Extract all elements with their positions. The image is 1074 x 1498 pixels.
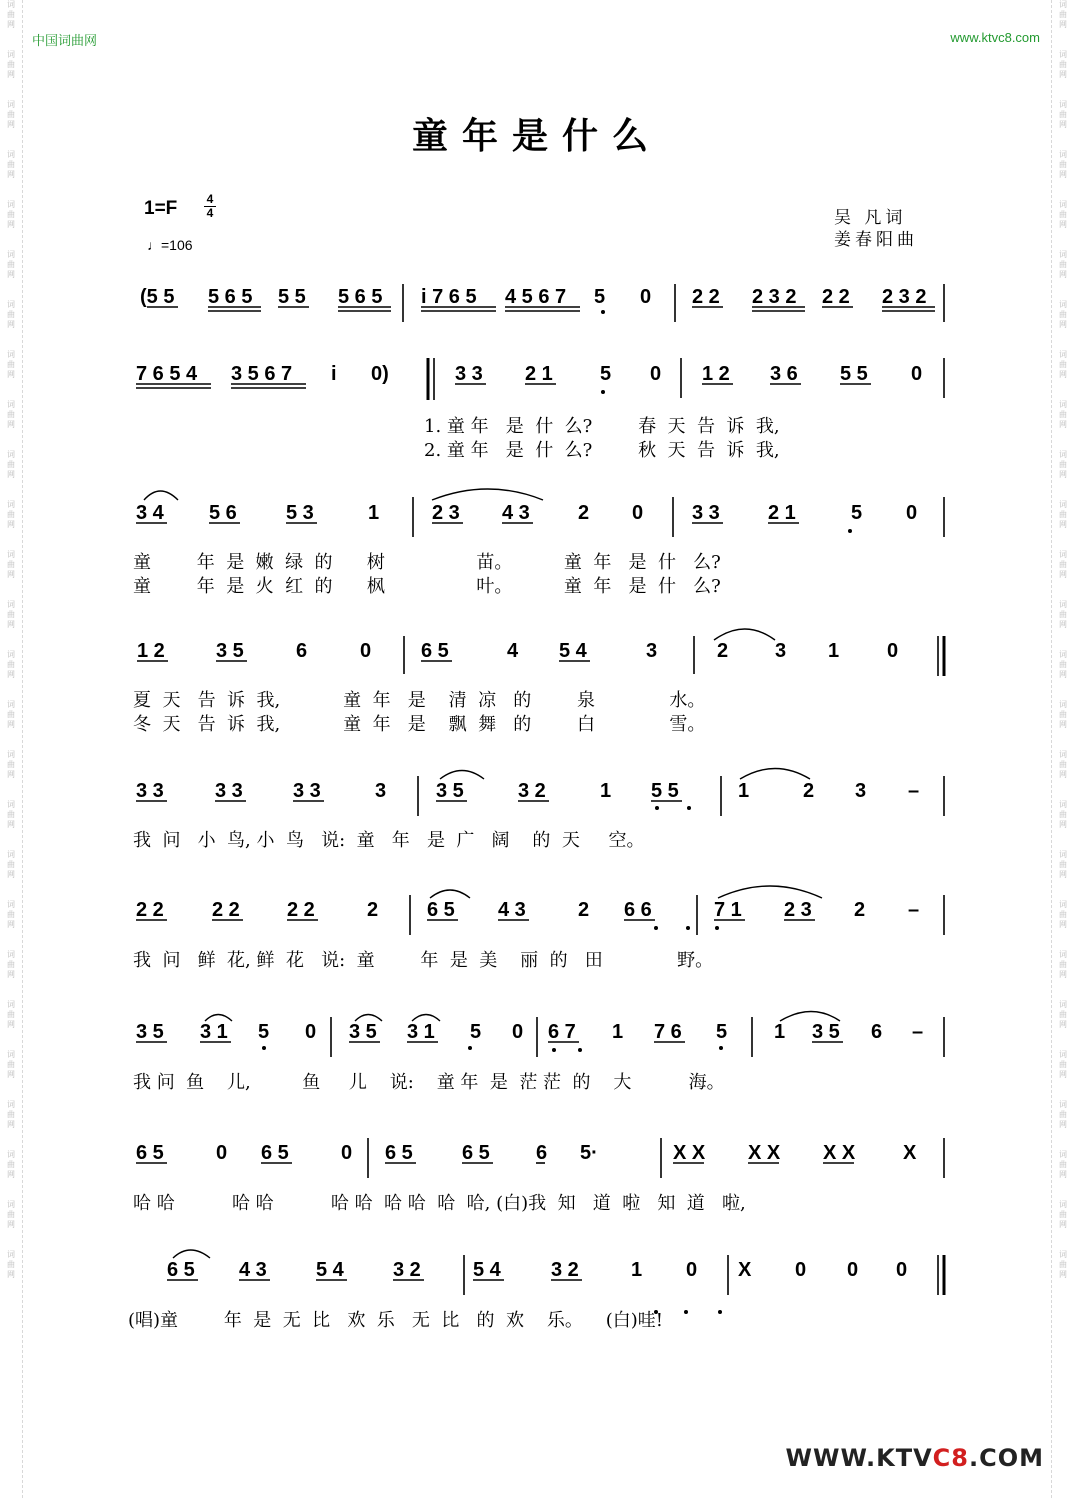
note-group: 0 [216, 1142, 228, 1164]
note-group: 3 5 [436, 780, 464, 802]
note-group: 3 3 [692, 502, 720, 524]
lyric-line: 童 年 是 嫩 绿 的 树 苗。 童 年 是 什 么? [133, 552, 721, 573]
note-group: 0 [650, 363, 662, 385]
octave-dot [552, 1048, 556, 1052]
key-signature: 1=F [144, 198, 178, 219]
site-url-label: www.ktvc8.com [950, 30, 1040, 45]
note-group: 0 [795, 1259, 807, 1281]
note-group: 3 [375, 780, 387, 802]
note-group: 2 3 2 [882, 286, 927, 308]
note-group: 3 5 [812, 1021, 840, 1043]
note-group: 6 7 [548, 1021, 576, 1043]
lyric-line: (唱)童 年 是 无 比 欢 乐 无 比 的 欢 乐。 (白)哇! [128, 1310, 664, 1331]
note-group: X [738, 1259, 752, 1281]
note-group: 2 2 [822, 286, 850, 308]
note-group: X X [748, 1142, 781, 1164]
slur [430, 890, 470, 898]
note-group: 2 [803, 780, 815, 802]
tempo-value: =106 [161, 237, 193, 253]
note-group: 2 2 [692, 286, 720, 308]
note-group: 3 5 6 7 [231, 363, 293, 385]
note-group: 6 [296, 640, 308, 662]
note-group: 3 2 [551, 1259, 579, 1281]
slur [144, 491, 178, 500]
note-group: – [908, 899, 920, 921]
slur [440, 771, 484, 780]
note-group: 0 [887, 640, 899, 662]
note-group: 0 [847, 1259, 859, 1281]
note-group: 1 [774, 1021, 786, 1043]
octave-dot [655, 806, 659, 810]
note-group: 1 2 [137, 640, 165, 662]
octave-dot [601, 390, 605, 394]
composer-credit: 姜春阳曲 [834, 230, 918, 250]
note-group: 1 [631, 1259, 643, 1281]
time-signature-top: 4 [206, 192, 214, 206]
note-group: 6 5 [421, 640, 449, 662]
footer-logo-left: WWW.KTV [785, 1444, 933, 1472]
note-group: 3 3 [215, 780, 243, 802]
note-group: 6 5 [167, 1259, 195, 1281]
note-group: 0 [305, 1021, 317, 1043]
note-group: 5 [470, 1021, 482, 1043]
note-group: 2 [717, 640, 729, 662]
note-group: X X [823, 1142, 856, 1164]
note-group: 5 6 5 [208, 286, 253, 308]
note-group: 0) [371, 363, 389, 385]
note-group: 3 3 [293, 780, 321, 802]
note-group: 1 [612, 1021, 624, 1043]
octave-dot [848, 529, 852, 533]
note-group: 3 2 [393, 1259, 421, 1281]
note-group: 1 2 [702, 363, 730, 385]
note-group: 5 3 [286, 502, 314, 524]
note-group: 3 4 [136, 502, 164, 524]
note-group: 0 [896, 1259, 908, 1281]
time-signature-bottom: 4 [206, 206, 214, 220]
note-group: 3 [646, 640, 658, 662]
note-group: 6 5 [427, 899, 455, 921]
slur [432, 489, 543, 500]
lyric-line: 童 年 是 火 红 的 枫 叶。 童 年 是 什 么? [133, 576, 721, 597]
note-group: 4 3 [498, 899, 526, 921]
lyric-line: 2. 童 年 是 什 么? 秋 天 告 诉 我, [424, 440, 780, 461]
note-group: i 7 6 5 [421, 286, 477, 308]
lyric-line: 我 问 鱼 儿, 鱼 儿 说: 童 年 是 茫 茫 的 大 海。 [133, 1072, 725, 1093]
octave-dot [684, 1310, 688, 1314]
note-group: 5 [851, 502, 863, 524]
note-group: 6 5 [261, 1142, 289, 1164]
lyricist-credit: 吴 凡词 [834, 208, 907, 228]
note-group: 3 [855, 780, 867, 802]
note-group: 5 4 [559, 640, 587, 662]
note-group: 2 3 2 [752, 286, 797, 308]
lyric-line: 我 问 小 鸟, 小 鸟 说: 童 年 是 广 阔 的 天 空。 [133, 830, 645, 851]
note-group: 0 [640, 286, 652, 308]
note-group: i [331, 363, 337, 385]
note-group: 6 5 [385, 1142, 413, 1164]
note-group: 2 [578, 899, 590, 921]
note-group: 0 [341, 1142, 353, 1164]
note-group: 2 1 [768, 502, 796, 524]
note-group: X X [673, 1142, 706, 1164]
note-group: 3 [775, 640, 787, 662]
note-group: 0 [911, 363, 923, 385]
note-group: 3 5 [136, 1021, 164, 1043]
left-watermark-strip: 词 曲 网 词 曲 网 词 曲 网 词 曲 网 词 曲 网 词 曲 网 词 曲 网 词 曲 网 词 曲 网 词 曲 网 词 曲 网 词 曲 网 词 曲 网 词 曲 网 词 曲 网 词 曲 网 词 曲 网 词 曲 网 词 曲 网 词 曲 网 词 曲 网 词 曲 网 词 曲 网 词 曲 网 词 曲 网 词 曲 网 [0, 0, 23, 1498]
note-group: 5 [594, 286, 606, 308]
note-group: 3 1 [200, 1021, 228, 1043]
right-watermark-strip: 词 曲 网 词 曲 网 词 曲 网 词 曲 网 词 曲 网 词 曲 网 词 曲 网 词 曲 网 词 曲 网 词 曲 网 词 曲 网 词 曲 网 词 曲 网 词 曲 网 词 曲 网 词 曲 网 词 曲 网 词 曲 网 词 曲 网 词 曲 网 词 曲 网 词 曲 网 词 曲 网 词 曲 网 词 曲 网 词 曲 网 [1051, 0, 1074, 1498]
note-group: 0 [686, 1259, 698, 1281]
note-group: 4 [507, 640, 519, 662]
note-group: 3 3 [136, 780, 164, 802]
note-group: 5 4 [473, 1259, 501, 1281]
note-group: 5· [580, 1142, 598, 1164]
slur [718, 886, 822, 898]
note-group: 5 5 [840, 363, 868, 385]
note-group: 6 [871, 1021, 883, 1043]
note-group: – [908, 780, 920, 802]
note-group: 1 [600, 780, 612, 802]
note-group: 5 5 [278, 286, 306, 308]
octave-dot [715, 926, 719, 930]
slur [714, 629, 775, 640]
note-group: 6 5 [136, 1142, 164, 1164]
footer-logo-mid: C8 [932, 1444, 969, 1472]
note-group: 2 3 [432, 502, 460, 524]
lyric-line: 1. 童 年 是 什 么? 春 天 告 诉 我, [424, 416, 780, 437]
octave-dot [654, 926, 658, 930]
note-group: 3 1 [407, 1021, 435, 1043]
note-group: 2 2 [136, 899, 164, 921]
note-group: 4 5 6 7 [505, 286, 567, 308]
note-group: 5 6 5 [338, 286, 383, 308]
note-group: 5 [716, 1021, 728, 1043]
lyric-line: 哈 哈 哈 哈 哈 哈 哈 哈 哈 哈, (白)我 知 道 啦 知 道 啦, [133, 1193, 746, 1214]
octave-dot [686, 926, 690, 930]
note-group: 3 2 [518, 780, 546, 802]
slur [173, 1250, 210, 1258]
footer-site-logo [786, 1444, 1044, 1472]
note-group: 3 6 [770, 363, 798, 385]
note-group: 0 [512, 1021, 524, 1043]
note-group: 0 [632, 502, 644, 524]
note-group: 3 5 [349, 1021, 377, 1043]
note-group: 5 6 [209, 502, 237, 524]
note-group: 3 5 [216, 640, 244, 662]
note-group: 3 3 [455, 363, 483, 385]
note-group: 0 [360, 640, 372, 662]
note-group: 5 [258, 1021, 270, 1043]
note-group: 7 1 [714, 899, 742, 921]
lyric-line: 夏 天 告 诉 我, 童 年 是 清 凉 的 泉 水。 [133, 690, 706, 711]
note-group: 4 3 [239, 1259, 267, 1281]
note-group: 2 2 [212, 899, 240, 921]
site-name-label: 中国词曲网 [32, 34, 98, 49]
lyric-line: 我 问 鲜 花, 鲜 花 说: 童 年 是 美 丽 的 田 野。 [133, 950, 714, 971]
note-group: 6 [536, 1142, 548, 1164]
note-group: 5 4 [316, 1259, 344, 1281]
note-group: 2 [854, 899, 866, 921]
octave-dot [719, 1046, 723, 1050]
note-group: – [912, 1021, 924, 1043]
octave-dot [262, 1046, 266, 1050]
note-group: 1 [368, 502, 380, 524]
octave-dot [601, 310, 605, 314]
note-group: 6 5 [462, 1142, 490, 1164]
note-group: 2 [578, 502, 590, 524]
note-group: 2 1 [525, 363, 553, 385]
note-group: 7 6 5 4 [136, 363, 198, 385]
note-group: 5 5 [651, 780, 679, 802]
footer-logo-right: .COM [968, 1444, 1044, 1472]
note-group: (5 5 [140, 286, 175, 308]
note-group: 2 3 [784, 899, 812, 921]
slur [780, 1012, 840, 1022]
octave-dot [687, 806, 691, 810]
note-group: 1 [738, 780, 750, 802]
slur [740, 769, 810, 780]
quarter-note-icon: ♩ [147, 237, 161, 253]
note-group: 2 [367, 899, 379, 921]
octave-dot [718, 1310, 722, 1314]
octave-dot [468, 1046, 472, 1050]
note-group: 0 [906, 502, 918, 524]
note-group: 7 6 [654, 1021, 682, 1043]
note-group: 1 [828, 640, 840, 662]
note-group: 5 [600, 363, 612, 385]
octave-dot [578, 1048, 582, 1052]
note-group: 4 3 [502, 502, 530, 524]
song-title: 童年是什么 [411, 115, 662, 157]
note-group: 2 2 [287, 899, 315, 921]
note-group: X [903, 1142, 917, 1164]
note-group: 6 6 [624, 899, 652, 921]
lyric-line: 冬 天 告 诉 我, 童 年 是 飘 舞 的 白 雪。 [133, 714, 706, 735]
